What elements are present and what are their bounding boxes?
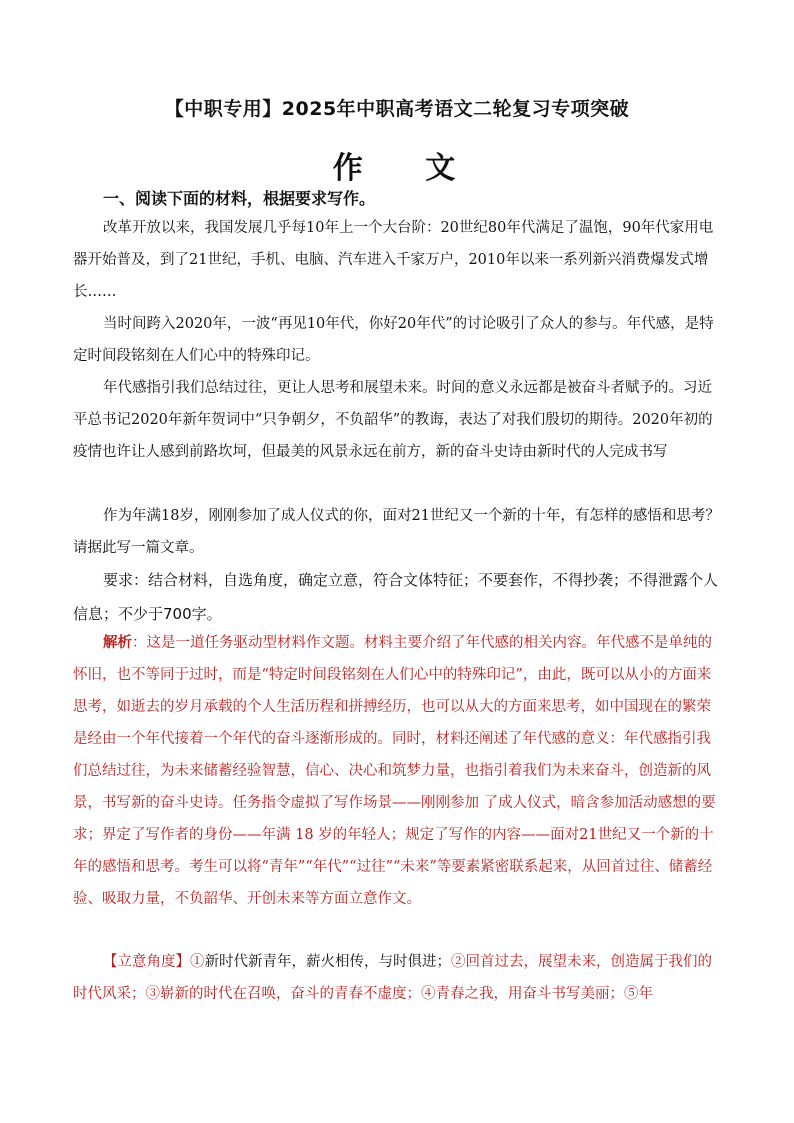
analysis-paragraph	[73, 627, 723, 915]
angle-number-2: ②	[451, 954, 466, 970]
requirement-paragraph	[73, 563, 723, 631]
angle-number-4: ④	[421, 986, 436, 1002]
material-paragraph-4	[73, 500, 723, 564]
angles-label: 【立意角度】	[103, 954, 190, 970]
material-paragraph-3	[73, 372, 723, 468]
requirement-text: 要求：结合材料，自选角度，确定立意，符合文体特征；不要套作，不得抄袭；不得泄露个人信息；不少于700字。	[73, 571, 719, 623]
angle-1: 新时代新青年，薪火相传，与时俱进；	[204, 954, 451, 970]
angle-number-3: ③	[145, 986, 160, 1002]
analysis-text-1: ：这是一道任务驱动型材料作文题。材料主要介绍了年代感的相关内容。年代感不是单纯的怀旧，也不等同于过时，而是	[73, 635, 712, 683]
analysis-text-2: ，由此，既可以从小的方面来思考，如逝去的岁月承载的个人生活历程和拼搏经历，也可以从大的方面来思考，如中国现在的繁荣是经由一个年代接着一个年代的奋斗逐渐形成的。同时，材料还阐述了年代感的意义：年代感指引我们总结过往，为未来储蓄经验智慧，信心、决心和筑梦力量，也指引着我们为未来奋斗，创造新的风景，书写新的奋斗史诗。任务指令虚拟了写作场景——刚刚参加 了成人仪式，暗含参加活动感想的要求；界定了写作者的身份——年满 18 岁的年轻人；规定了写作的内容——面对21世纪又一个新的十年的感悟和思考。考生可以将	[73, 667, 716, 875]
material-text-2: 当时间跨入2020年，一波“再见10年代，你好20年代”的讨论吸引了众人的参与。年代感，是特定时间段铭刻在人们心中的特殊印记。	[73, 316, 714, 364]
material-text-3: 年代感指引我们总结过往，更让人思考和展望未来。时间的意义永远都是被奋斗者赋予的。习近平总书记2020年新年贺词中“只争朝夕，不负韶华”的教诲，表达了对我们殷切的期待。2020年初的疫情也许让人感到前路坎坷，但最美的风景永远在前方，新的奋斗史诗由新时代的人完成书写	[73, 380, 713, 460]
material-paragraph-2	[73, 308, 723, 372]
angle-number-1: ①	[190, 954, 205, 970]
angle-4: 青春之我，用奋斗书写美丽；	[435, 986, 624, 1002]
page-title: 作 文	[332, 151, 482, 186]
analysis-text-3: 等要素紧密联系起来，从回首过往、储蓄经验、吸取力量，不负韶华、开创未来等方面立意作文。	[73, 859, 713, 907]
material-text-1: 改革开放以来，我国发展几乎每10年上一个大台阶：20世纪80年代满足了温饱，90年代家用电器开始普及，到了21世纪，手机、电脑、汽车进入千家万户，2010年以来一系列新兴消费爆发式增长……	[73, 220, 714, 300]
analysis-label: 解析	[103, 634, 132, 651]
angle-3: 崭新的时代在召唤，奋斗的青春不虚度；	[160, 986, 421, 1002]
angle-2: 回首过去，展望未来，创造属于我们的时代风采；	[73, 954, 712, 1002]
analysis-keywords: “青年”“年代”“过往”“未来”	[261, 859, 437, 875]
angle-number-5: ⑤年	[624, 986, 653, 1002]
analysis-quote: “特定时间段铭刻在人们心中的特殊印记”	[261, 667, 523, 683]
angles-paragraph	[73, 946, 723, 1010]
section-heading: 一、阅读下面的材料，根据要求写作。	[103, 189, 376, 208]
material-text-4: 作为年满18岁，刚刚参加了成人仪式的你，面对21世纪又一个新的十年，有怎样的感悟和思考？请据此写一篇文章。	[73, 508, 720, 556]
document-header: 【中职专用】2025年中职高考语文二轮复习专项突破	[164, 98, 630, 120]
material-paragraph-1	[73, 212, 723, 308]
